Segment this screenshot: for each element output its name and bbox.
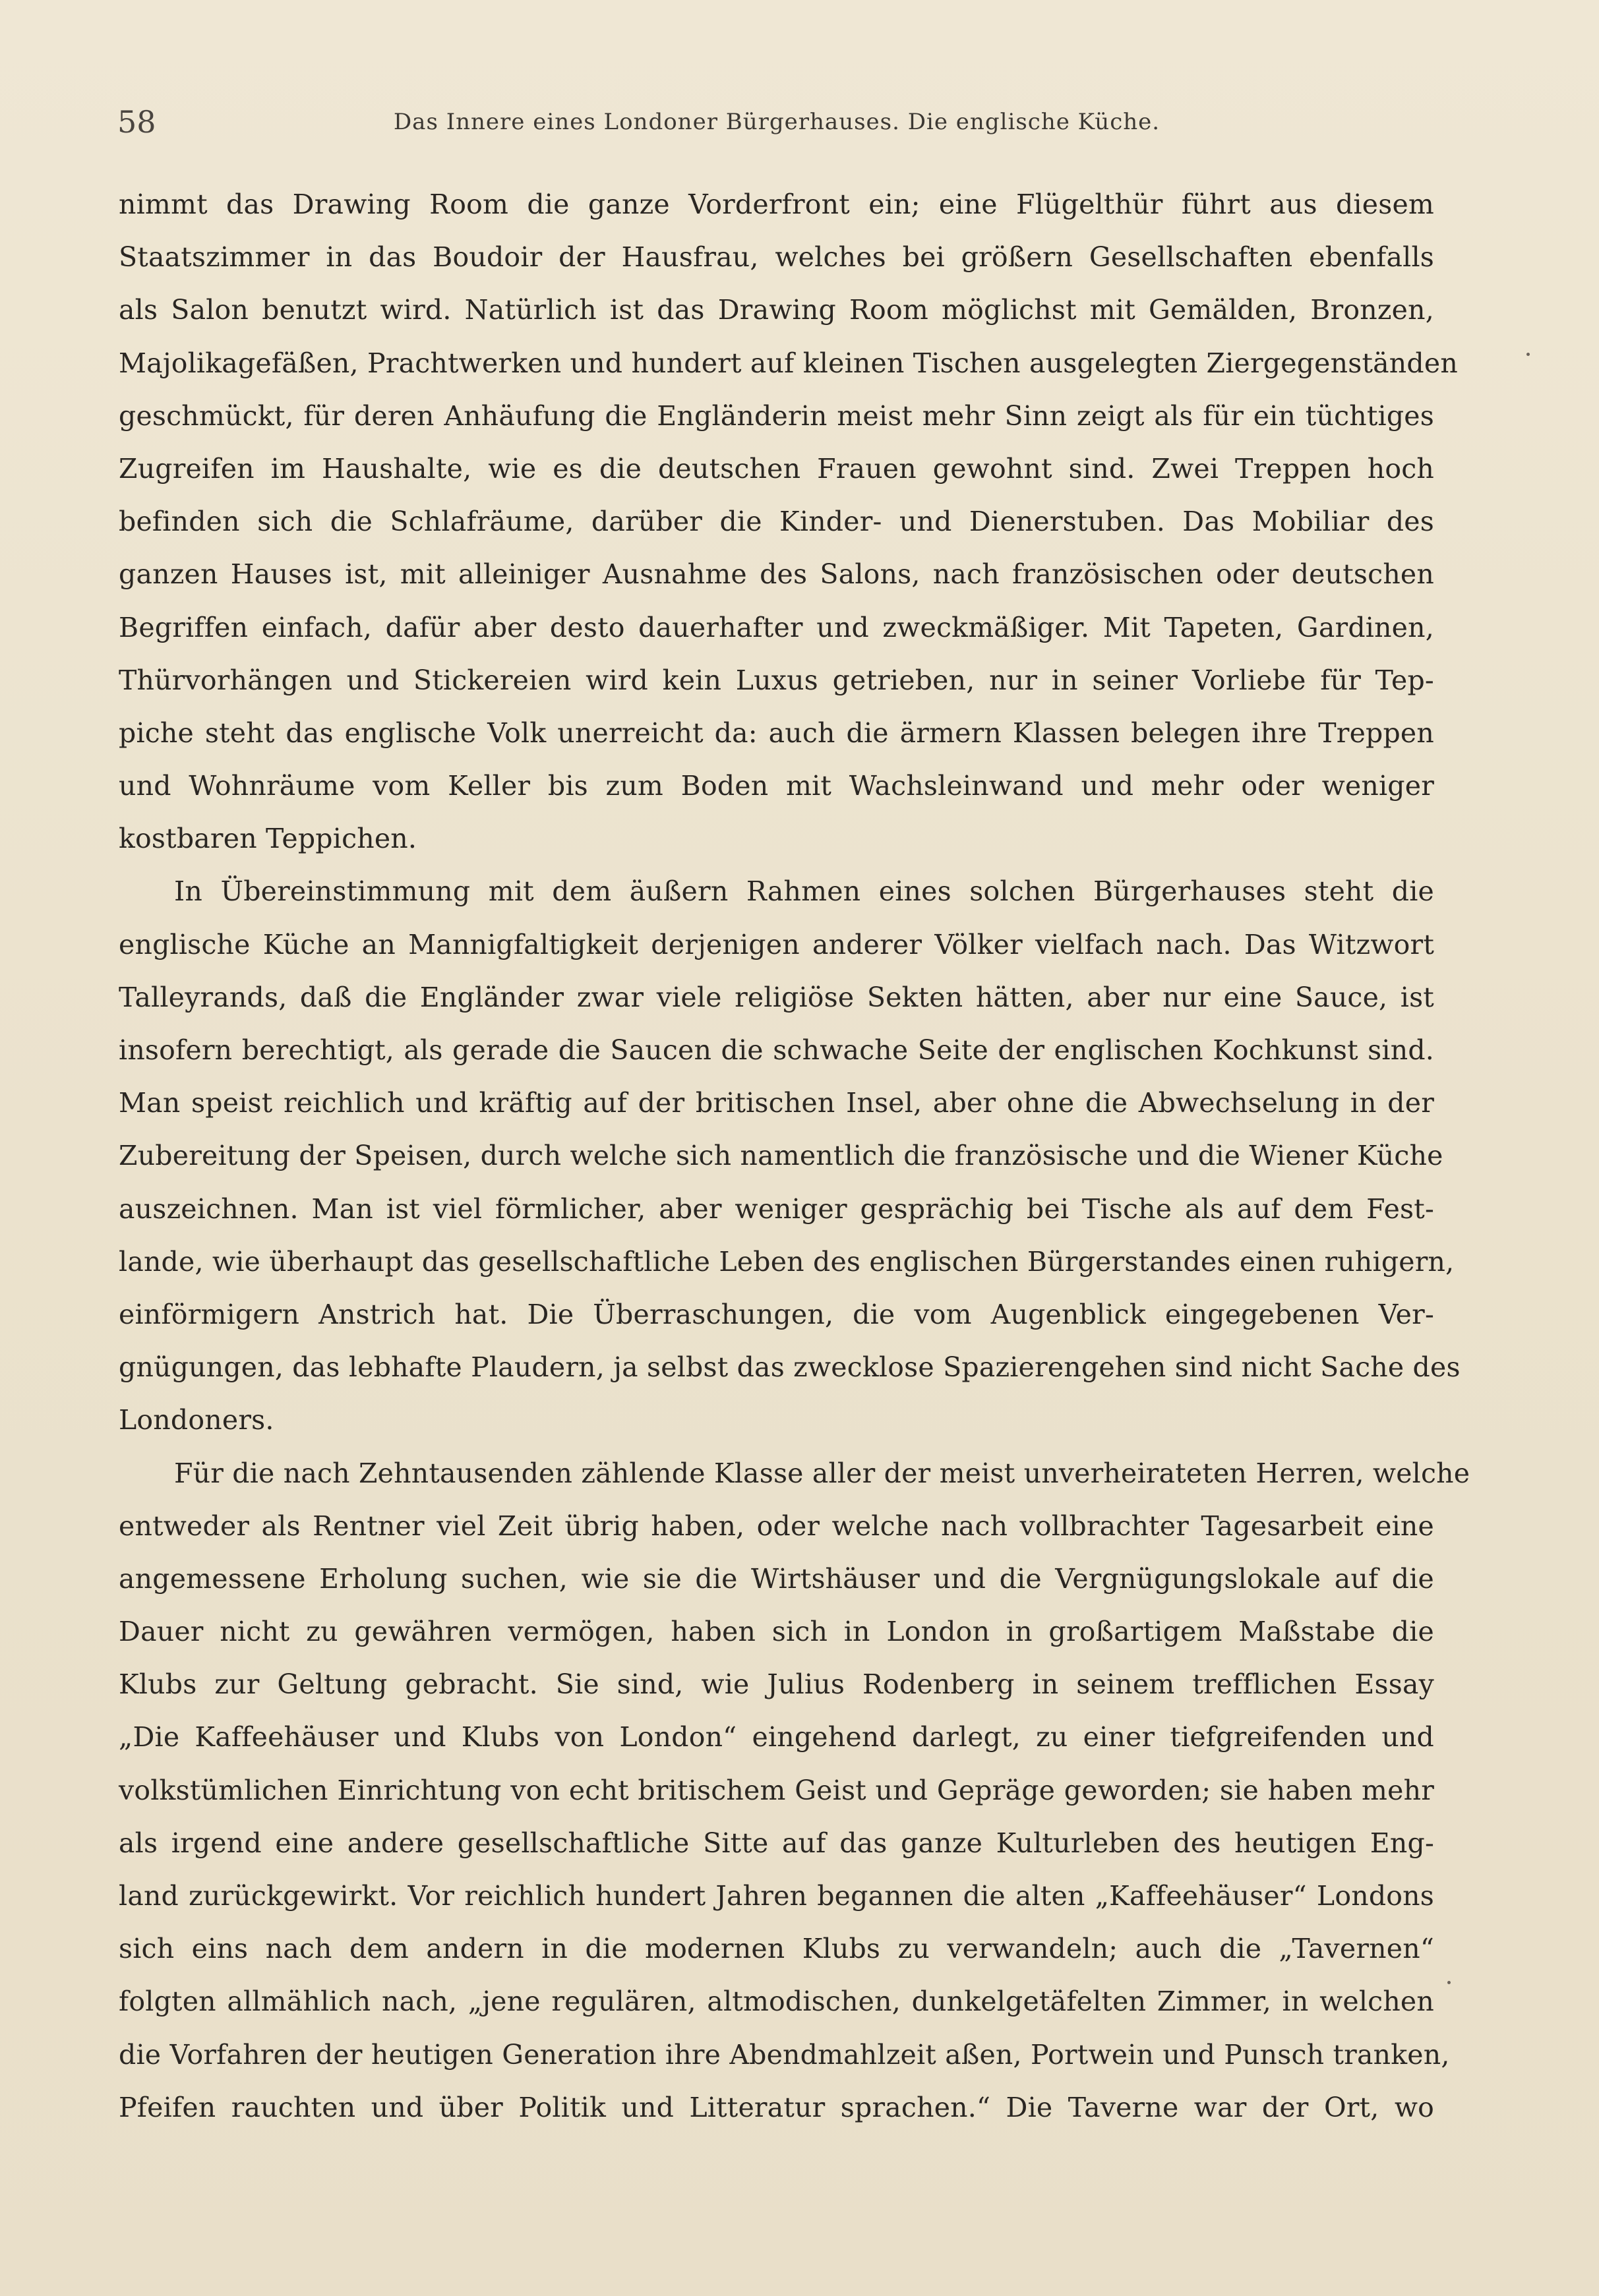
text-line: Klubs zur Geltung gebracht. Sie sind, wie Julius Rodenberg in seinem trefflichen Essay (119, 1668, 1434, 1701)
text-line: lande, wie überhaupt das gesellschaftliche Leben des englischen Bürgerstandes einen ruhigern, (119, 1245, 1455, 1278)
text-line: Begriffen einfach, dafür aber desto dauerhafter und zweckmäßiger. Mit Tapeten, Gardinen, (119, 611, 1434, 643)
text-line: englische Küche an Mannigfaltigkeit derjenigen anderer Völker vielfach nach. Das Witzwort (119, 928, 1434, 960)
text-line: Zubereitung der Speisen, durch welche sich namentlich die französische und die Wiener Küche (119, 1140, 1443, 1172)
paragraph-1 (119, 178, 1458, 865)
paragraph-2 (119, 865, 1461, 1446)
text-line: Londoners. (119, 1404, 274, 1436)
text-line: insofern berechtigt, als gerade die Saucen die schwache Seite der englischen Kochkunst sind. (119, 1034, 1434, 1066)
text-line: volkstümlichen Einrichtung von echt britischem Geist und Gepräge geworden; sie haben mehr (119, 1774, 1434, 1806)
text-line: folgten allmählich nach, „jene regulären, altmodischen, dunkelgetäfelten Zimmer, in welchen (119, 1986, 1434, 2018)
text-line: auszeichnen. Man ist viel förmlicher, aber weniger gesprächig bei Tische als auf dem Fest- (119, 1192, 1434, 1225)
text-line: gnügungen, das lebhafte Plaudern, ja selbst das zwecklose Spazierengehen sind nicht Sache des (119, 1351, 1461, 1384)
text-line: land zurückgewirkt. Vor reichlich hundert Jahren begannen die alten „Kaffeehäuser“ Londons (119, 1880, 1434, 1912)
running-head (117, 99, 1436, 152)
text-line: als irgend eine andere gesellschaftliche Sitte auf das ganze Kulturleben des heutigen Eng- (119, 1827, 1434, 1859)
text-line: als Salon benutzt wird. Natürlich ist das Drawing Room möglichst mit Gemälden, Bronzen, (119, 294, 1434, 326)
text-line: Pfeifen rauchten und über Politik und Litteratur sprachen.“ Die Taverne war der Ort, wo (119, 2091, 1434, 2123)
text-line: Dauer nicht zu gewähren vermögen, haben sich in London in großartigem Maßstabe die (119, 1616, 1434, 1648)
text-line: Zugreifen im Haushalte, wie es die deutschen Frauen gewohnt sind. Zwei Treppen hoch (119, 452, 1434, 485)
text-line: Talleyrands, daß die Engländer zwar viele religiöse Sekten hätten, aber nur eine Sauce, ist (119, 981, 1434, 1013)
text-line: Für die nach Zehntausenden zählende Klasse aller der meist unverheirateten Herren, welche (174, 1457, 1470, 1489)
running-head-title: Das Innere eines Londoner Bürgerhauses. Die englische Küche. (393, 109, 1161, 135)
text-line: ganzen Hauses ist, mit alleiniger Ausnahme des Salons, nach französischen oder deutschen (119, 558, 1434, 591)
paragraph-3 (119, 1447, 1470, 2134)
text-line: befinden sich die Schlafräume, darüber die Kinder- und Dienerstuben. Das Mobiliar des (119, 506, 1434, 538)
page-number: 58 (117, 104, 156, 140)
text-line: Thürvorhängen und Stickereien wird kein Luxus getrieben, nur in seiner Vorliebe für Tep- (119, 664, 1434, 696)
text-line: nimmt das Drawing Room die ganze Vorderfront ein; eine Flügelthür führt aus diesem (119, 189, 1434, 220)
text-line: In Übereinstimmung mit dem äußern Rahmen eines solchen Bürgerhauses steht die (174, 875, 1434, 908)
text-line: kostbaren Teppichen. (119, 823, 417, 855)
text-line: und Wohnräume vom Keller bis zum Boden mit Wachsleinwand und mehr oder weniger (119, 770, 1434, 802)
text-line: Majolikagefäßen, Prachtwerken und hundert auf kleinen Tischen ausgelegten Ziergegenständen (119, 347, 1458, 379)
text-line: Staatszimmer in das Boudoir der Hausfrau, welches bei größern Gesellschaften ebenfalls (119, 241, 1434, 274)
text-line: Man speist reichlich und kräftig auf der britischen Insel, aber ohne die Abwechselung in der (119, 1087, 1434, 1119)
paper-speck (1526, 353, 1530, 356)
body-text (119, 178, 1470, 2134)
text-line: entweder als Rentner viel Zeit übrig haben, oder welche nach vollbrachter Tagesarbeit eine (119, 1510, 1434, 1542)
text-line: angemessene Erholung suchen, wie sie die Wirtshäuser und die Vergnügungslokale auf die (119, 1562, 1434, 1595)
text-line: sich eins nach dem andern in die modernen Klubs zu verwandeln; auch die „Tavernen“ (119, 1933, 1434, 1965)
text-line: geschmückt, für deren Anhäufung die Engländerin meist mehr Sinn zeigt als für ein tüchtiges (119, 399, 1434, 432)
text-line: die Vorfahren der heutigen Generation ihre Abendmahlzeit aßen, Portwein und Punsch tranken, (119, 2038, 1450, 2071)
text-line: „Die Kaffeehäuser und Klubs von London“ eingehend darlegt, zu einer tiefgreifenden und (119, 1721, 1434, 1753)
paper-speck (1447, 1981, 1451, 1984)
text-line: piche steht das englische Volk unerreicht da: auch die ärmern Klassen belegen ihre Treppen (119, 717, 1434, 749)
text-line: einförmigern Anstrich hat. Die Überraschungen, die vom Augenblick eingegebenen Ver- (119, 1298, 1434, 1330)
